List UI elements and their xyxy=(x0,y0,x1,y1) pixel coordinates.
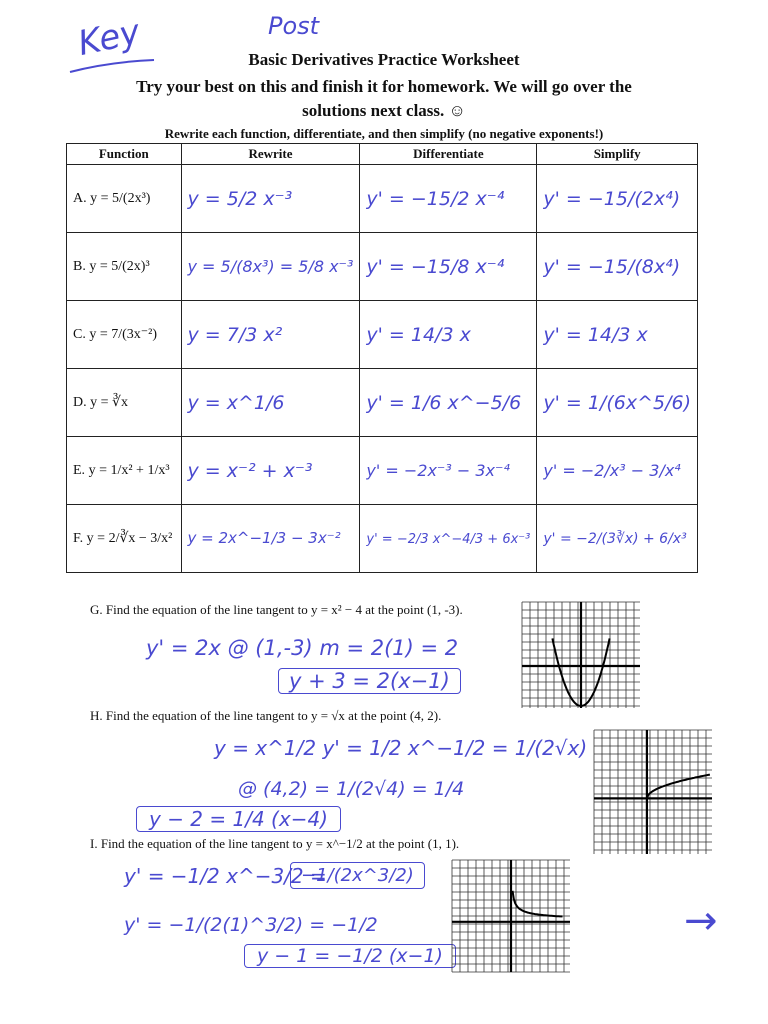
header-rewrite: Rewrite xyxy=(181,144,360,165)
simplify-cell xyxy=(537,505,698,573)
table-instruction: Rewrite each function, differentiate, and then simplify (no negative exponents!) xyxy=(164,126,604,141)
rewrite-cell xyxy=(181,505,360,573)
differentiate-cell xyxy=(360,301,537,369)
instructions-line-1: Try your best on this and finish it for homework. We will go over the xyxy=(136,77,632,96)
differentiate-answer: y' = −15/2 x⁻⁴ xyxy=(366,187,505,210)
function-expression: y = 7/(3x⁻²) xyxy=(89,327,158,342)
function-cell xyxy=(67,165,182,233)
differentiate-answer: y' = −2x⁻³ − 3x⁻⁴ xyxy=(366,460,510,480)
differentiate-cell xyxy=(360,505,537,573)
post-annotation: Post xyxy=(268,12,320,40)
question-label: G. xyxy=(90,602,103,617)
rewrite-cell xyxy=(181,165,360,233)
worksheet-title: Basic Derivatives Practice Worksheet xyxy=(248,50,520,69)
rewrite-cell xyxy=(181,437,360,505)
rewrite-answer: y = 5/2 x⁻³ xyxy=(187,187,293,210)
function-cell xyxy=(67,437,182,505)
table-row xyxy=(67,165,698,233)
header-differentiate: Differentiate xyxy=(360,144,537,165)
rewrite-cell xyxy=(181,233,360,301)
header-function: Function xyxy=(67,144,182,165)
derivatives-table xyxy=(66,143,698,573)
rewrite-answer: y = 5/(8x³) = 5/8 x⁻³ xyxy=(187,256,354,276)
function-cell xyxy=(67,369,182,437)
question-h xyxy=(90,708,441,724)
question-h-work-line1: y = x^1/2 y' = 1/2 x^−1/2 = 1/(2√x) xyxy=(214,736,588,760)
simplify-cell xyxy=(537,369,698,437)
differentiate-answer: y' = −2/3 x^−4/3 + 6x⁻³ xyxy=(366,531,531,547)
table-row xyxy=(67,505,698,573)
question-i-answer: y − 1 = −1/2 (x−1) xyxy=(244,944,456,968)
rewrite-cell xyxy=(181,369,360,437)
simplify-answer: y' = −2/x³ − 3/x⁴ xyxy=(543,460,681,480)
question-i-work-line2: y' = −1/(2(1)^3/2) = −1/2 xyxy=(124,914,378,936)
function-expression: y = ∛x xyxy=(90,395,128,410)
question-i-boxed-work: −1/(2x^3/2) xyxy=(290,862,425,889)
row-label: E. xyxy=(73,462,86,478)
table-row xyxy=(67,301,698,369)
simplify-answer: y' = −15/(2x⁴) xyxy=(543,187,681,210)
differentiate-answer: y' = 14/3 x xyxy=(366,323,471,346)
differentiate-cell xyxy=(360,369,537,437)
question-text: Find the equation of the line tangent to y = x^−1/2 at the point (1, 1). xyxy=(100,836,460,851)
rewrite-answer: y = x^1/6 xyxy=(187,391,285,414)
simplify-cell xyxy=(537,233,698,301)
simplify-cell xyxy=(537,165,698,233)
differentiate-cell xyxy=(360,165,537,233)
table-row xyxy=(67,233,698,301)
rewrite-cell xyxy=(181,301,360,369)
function-expression: y = 5/(2x³) xyxy=(90,190,151,206)
table-header-row xyxy=(67,144,698,165)
question-h-work-line2: @ (4,2) = 1/(2√4) = 1/4 xyxy=(238,778,465,800)
differentiate-answer: y' = −15/8 x⁻⁴ xyxy=(366,255,505,278)
instructions-line-2: solutions next class. ☺ xyxy=(302,101,466,120)
graph-h xyxy=(592,728,714,856)
row-label: F. xyxy=(73,531,84,546)
simplify-answer: y' = −2/(3∛x) + 6/x³ xyxy=(543,530,687,547)
header-simplify: Simplify xyxy=(537,144,698,165)
rewrite-answer: y = 2x^−1/3 − 3x⁻² xyxy=(187,529,341,547)
function-expression: y = 5/(2x)³ xyxy=(89,258,150,274)
row-label: C. xyxy=(73,327,86,342)
row-label: D. xyxy=(73,395,87,410)
question-text: Find the equation of the line tangent to y = √x at the point (4, 2). xyxy=(105,708,442,723)
table-row xyxy=(67,437,698,505)
simplify-answer: y' = 1/(6x^5/6) xyxy=(543,391,691,414)
simplify-cell xyxy=(537,301,698,369)
table-row xyxy=(67,369,698,437)
row-label: A. xyxy=(73,190,87,206)
graph-i xyxy=(450,858,572,974)
differentiate-answer: y' = 1/6 x^−5/6 xyxy=(366,391,522,414)
question-g-answer: y + 3 = 2(x−1) xyxy=(278,668,461,694)
question-h-answer: y − 2 = 1/4 (x−4) xyxy=(136,806,341,832)
row-label: B. xyxy=(73,258,86,274)
function-expression: y = 2/∛x − 3/x² xyxy=(86,531,173,546)
next-page-arrow-icon: → xyxy=(684,898,718,944)
question-label: I. xyxy=(90,836,98,851)
differentiate-cell xyxy=(360,437,537,505)
question-i-work-line1: y' = −1/2 x^−3/2 = xyxy=(124,864,327,888)
rewrite-answer: y = 7/3 x² xyxy=(187,323,283,346)
simplify-answer: y' = −15/(8x⁴) xyxy=(543,255,681,278)
key-annotation: Key xyxy=(74,11,144,65)
simplify-answer: y' = 14/3 x xyxy=(543,323,648,346)
question-i xyxy=(90,836,459,852)
question-g-work: y' = 2x @ (1,-3) m = 2(1) = 2 xyxy=(146,636,459,660)
function-cell xyxy=(67,301,182,369)
rewrite-answer: y = x⁻² + x⁻³ xyxy=(187,459,313,482)
question-text: Find the equation of the line tangent to y = x² − 4 at the point (1, -3). xyxy=(105,602,463,617)
function-expression: y = 1/x² + 1/x³ xyxy=(88,462,170,478)
simplify-cell xyxy=(537,437,698,505)
function-cell xyxy=(67,233,182,301)
graph-g xyxy=(520,600,642,710)
question-label: H. xyxy=(90,708,103,723)
question-g xyxy=(90,602,463,618)
function-cell xyxy=(67,505,182,573)
differentiate-cell xyxy=(360,233,537,301)
